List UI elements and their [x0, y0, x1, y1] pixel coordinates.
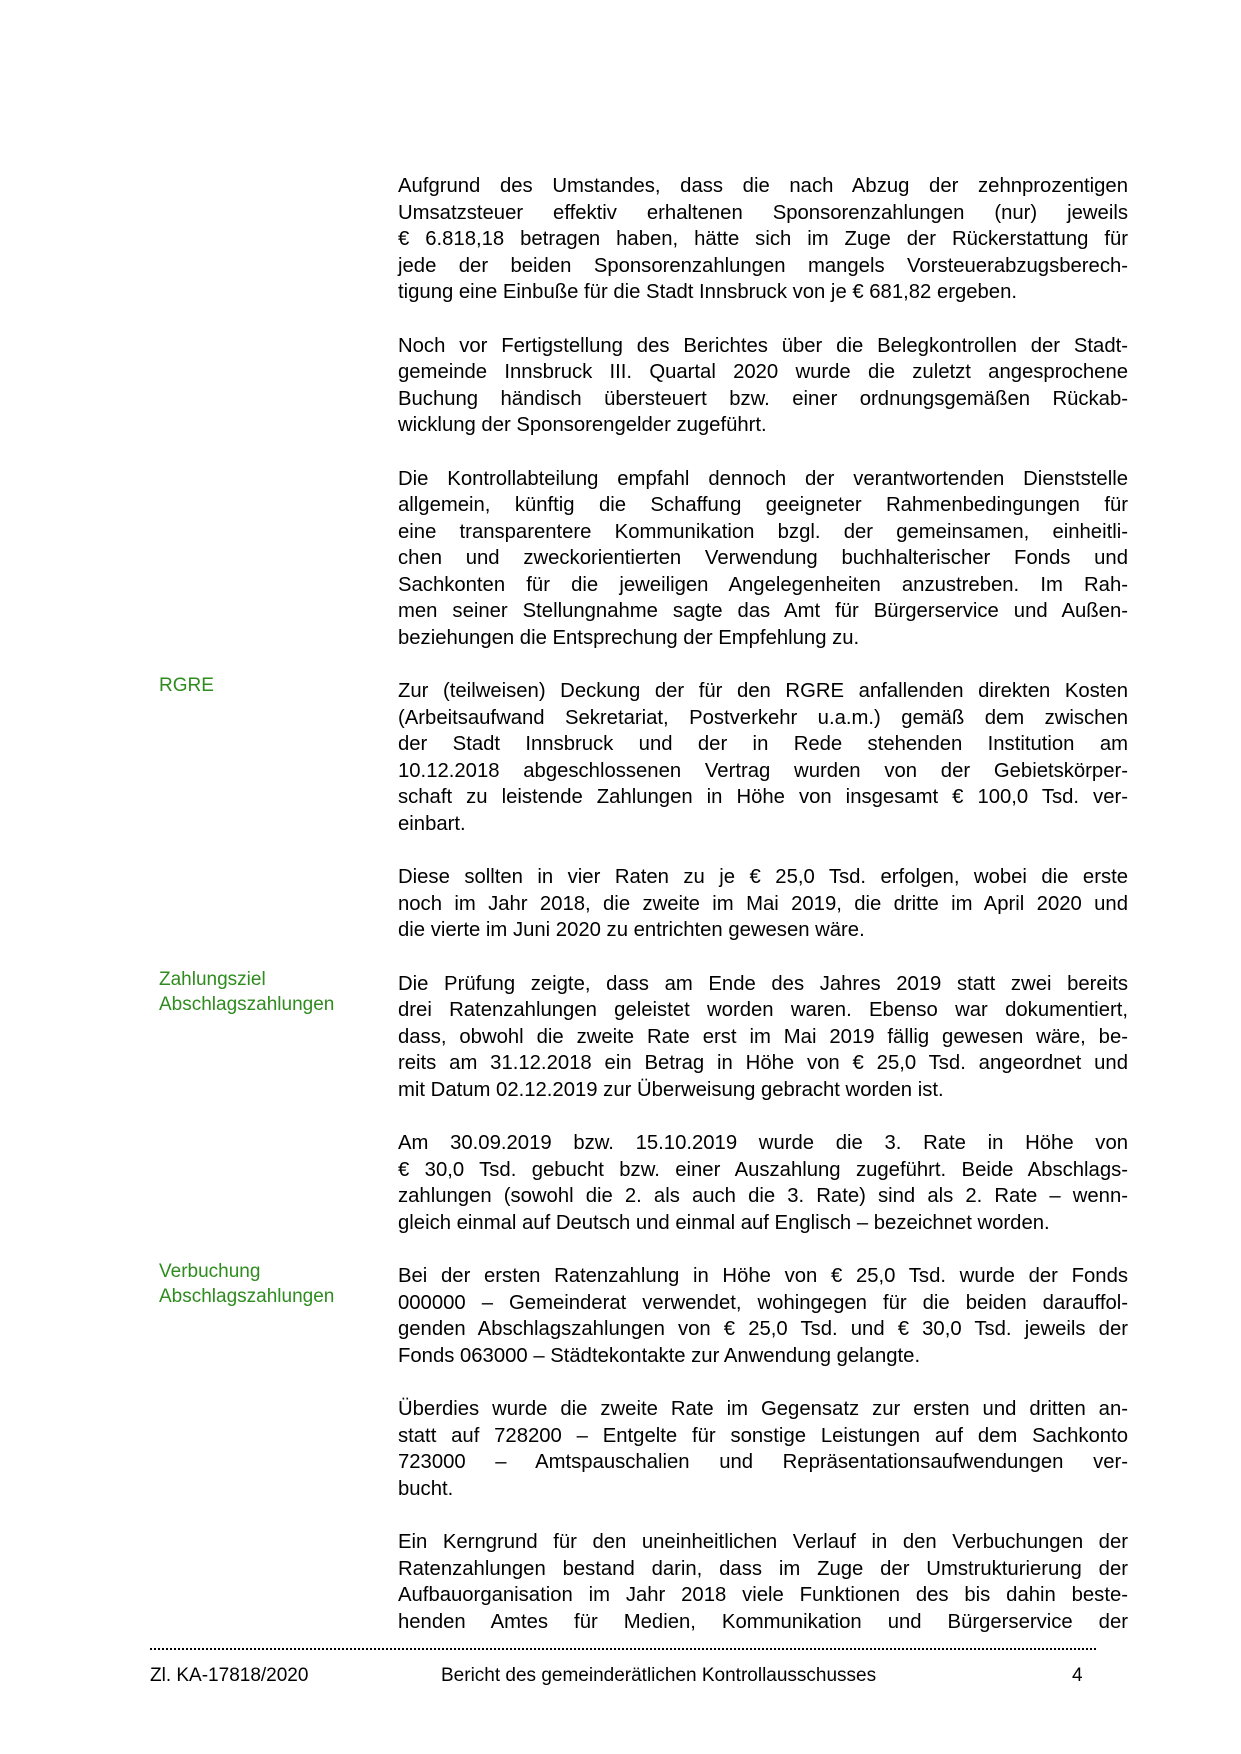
text-line: eine transparentere Kommunikation bzgl. der gemeinsamen, einheitli-: [398, 520, 1128, 543]
text-line: statt auf 728200 – Entgelte für sonstige Leistungen auf dem Sachkonto: [398, 1424, 1128, 1447]
margin-note-text: Zahlungsziel: [159, 969, 266, 990]
paragraph: [398, 1263, 1128, 1369]
text-line: Die Kontrollabteilung empfahl dennoch der verantwortenden Dienststelle: [398, 467, 1128, 490]
text-line: gleich einmal auf Deutsch und einmal auf Englisch – bezeichnet worden.: [398, 1211, 1050, 1234]
text-line: allgemein, künftig die Schaffung geeigneter Rahmenbedingungen für: [398, 494, 1128, 516]
text-line: Noch vor Fertigstellung des Berichtes über die Belegkontrollen der Stadt-: [398, 334, 1128, 357]
text-line: Ratenzahlungen bestand darin, dass im Zuge der Umstrukturierung der: [398, 1557, 1128, 1580]
text-line: Zur (teilweisen) Deckung der für den RGRE anfallenden direkten Kosten: [398, 680, 1128, 702]
text-line: henden Amtes für Medien, Kommunikation und Bürgerservice der: [398, 1610, 1128, 1633]
footer-reference: Zl. KA-17818/2020: [150, 1665, 309, 1686]
text-line: tigung eine Einbuße für die Stadt Innsbruck von je € 681,82 ergeben.: [398, 281, 1018, 303]
text-line: 10.12.2018 abgeschlossenen Vertrag wurden von der Gebietskörper-: [398, 759, 1128, 782]
text-line: Buchung händisch übersteuert bzw. einer ordnungsgemäßen Rückab-: [398, 387, 1128, 410]
paragraph: [398, 1130, 1128, 1236]
text-line: gemeinde Innsbruck III. Quartal 2020 wurde die zuletzt angesprochene: [398, 361, 1128, 383]
margin-note-text: Verbuchung: [159, 1261, 261, 1282]
margin-note-text: RGRE: [159, 675, 214, 696]
text-line: (Arbeitsaufwand Sekretariat, Postverkehr u.a.m.) gemäß dem zwischen: [398, 706, 1128, 729]
footer-divider: [150, 1648, 1096, 1650]
paragraph: [398, 466, 1128, 652]
text-line: men seiner Stellungnahme sagte das Amt für Bürgerservice und Außen-: [398, 600, 1128, 622]
text-line: schaft zu leistende Zahlungen in Höhe von insgesamt € 100,0 Tsd. ver-: [398, 786, 1128, 808]
text-line: € 6.818,18 betragen haben, hätte sich im Zuge der Rückerstattung für: [398, 228, 1128, 250]
text-line: wicklung der Sponsorengelder zugeführt.: [398, 414, 767, 436]
page-number: 4: [1072, 1665, 1083, 1686]
text-line: Fonds 063000 – Städtekontakte zur Anwendung gelangte.: [398, 1344, 921, 1367]
text-line: genden Abschlagszahlungen von € 25,0 Tsd. und € 30,0 Tsd. jeweils der: [398, 1318, 1128, 1340]
text-line: Aufgrund des Umstandes, dass die nach Abzug der zehnprozentigen: [398, 175, 1128, 197]
text-line: Umsatzsteuer effektiv erhaltenen Sponsorenzahlungen (nur) jeweils: [398, 201, 1128, 224]
text-line: die vierte im Juni 2020 zu entrichten gewesen wäre.: [398, 919, 865, 941]
text-line: Aufbauorganisation im Jahr 2018 viele Funktionen des bis dahin beste-: [398, 1584, 1128, 1606]
text-line: chen und zweckorientierten Verwendung buchhalterischer Fonds und: [398, 547, 1128, 569]
paragraph: [398, 1396, 1128, 1502]
body-text: [398, 173, 1128, 1662]
text-line: der Stadt Innsbruck und der in Rede stehenden Institution am: [398, 733, 1128, 755]
text-line: Ein Kerngrund für den uneinheitlichen Verlauf in den Verbuchungen der: [398, 1531, 1128, 1553]
text-line: Bei der ersten Ratenzahlung in Höhe von € 25,0 Tsd. wurde der Fonds: [398, 1265, 1128, 1287]
text-line: dass, obwohl die zweite Rate erst im Mai 2019 fällig gewesen wäre, be-: [398, 1025, 1128, 1048]
text-line: 000000 – Gemeinderat verwendet, wohingegen für die beiden darauffol-: [398, 1291, 1128, 1314]
text-line: reits am 31.12.2018 ein Betrag in Höhe von € 25,0 Tsd. angeordnet und: [398, 1052, 1128, 1074]
margin-note-verbuchung: [159, 1260, 379, 1309]
text-line: Sachkonten für die jeweiligen Angelegenheiten anzustreben. Im Rah-: [398, 573, 1128, 596]
text-line: drei Ratenzahlungen geleistet worden waren. Ebenso war dokumentiert,: [398, 999, 1128, 1021]
footer-title: Bericht des gemeinderätlichen Kontrollausschusses: [441, 1665, 877, 1686]
text-line: noch im Jahr 2018, die zweite im Mai 2019, die dritte im April 2020 und: [398, 892, 1128, 915]
margin-note-text: Abschlagszahlungen: [159, 993, 335, 1015]
text-line: mit Datum 02.12.2019 zur Überweisung gebracht worden ist.: [398, 1078, 944, 1101]
text-line: € 30,0 Tsd. gebucht bzw. einer Auszahlung zugeführt. Beide Abschlags-: [398, 1158, 1128, 1181]
text-line: Diese sollten in vier Raten zu je € 25,0 Tsd. erfolgen, wobei die erste: [398, 866, 1128, 888]
text-line: Am 30.09.2019 bzw. 15.10.2019 wurde die 3. Rate in Höhe von: [398, 1132, 1128, 1154]
text-line: einbart.: [398, 812, 466, 835]
text-line: Die Prüfung zeigte, dass am Ende des Jahres 2019 statt zwei bereits: [398, 972, 1128, 995]
margin-note-rgre: [159, 674, 379, 699]
text-line: bucht.: [398, 1477, 454, 1500]
paragraph: [398, 864, 1128, 944]
text-line: zahlungen (sowohl die 2. als auch die 3. Rate) sind als 2. Rate – wenn-: [398, 1185, 1128, 1207]
paragraph: [398, 678, 1128, 837]
paragraph: [398, 333, 1128, 439]
paragraph: [398, 1529, 1128, 1635]
margin-note-zahlungsziel: [159, 968, 379, 1017]
paragraph: [398, 971, 1128, 1104]
text-line: beziehungen die Entsprechung der Empfehlung zu.: [398, 626, 860, 649]
text-line: 723000 – Amtspauschalien und Repräsentationsaufwendungen ver-: [398, 1451, 1128, 1473]
text-line: Überdies wurde die zweite Rate im Gegensatz zur ersten und dritten an-: [398, 1398, 1128, 1420]
paragraph: [398, 173, 1128, 306]
text-line: jede der beiden Sponsorenzahlungen mangels Vorsteuerabzugsberech-: [398, 254, 1128, 277]
margin-note-text: Abschlagszahlungen: [159, 1285, 335, 1307]
